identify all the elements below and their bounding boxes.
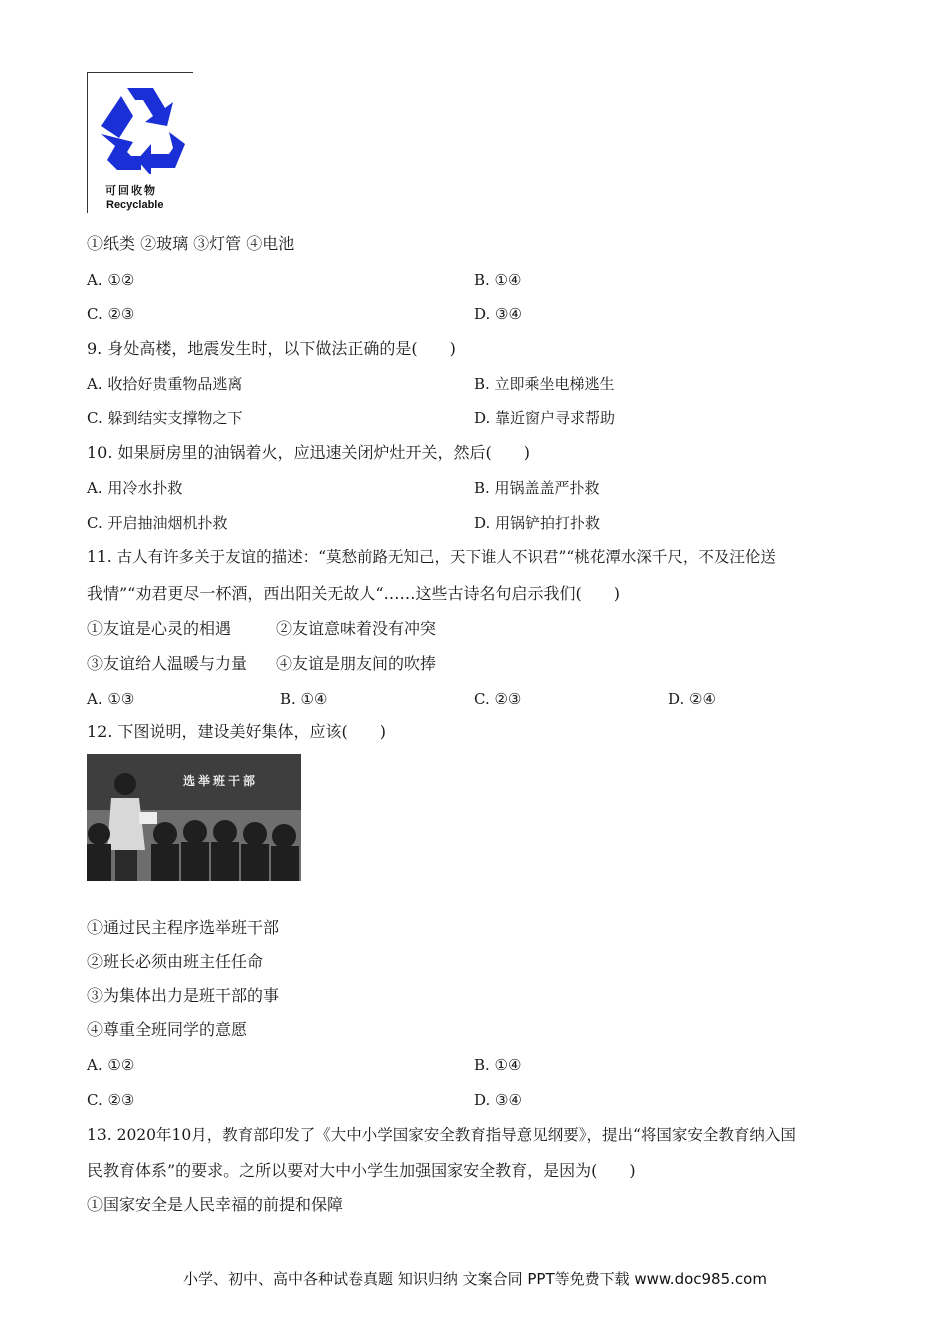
q12-stem: 12. 下图说明，建设美好集体，应该( ) xyxy=(87,722,387,741)
q11-option-d[interactable]: D. ②④ xyxy=(668,690,716,708)
q11-stem-line1: 11. 古人有许多关于友谊的描述：“莫愁前路无知己，天下谁人不识君”“桃花潭水深千尺，不及汪伦送 xyxy=(87,548,776,566)
q11-item-2: ②友谊意味着没有冲突 xyxy=(276,619,437,638)
q11-option-c[interactable]: C. ②③ xyxy=(474,690,522,708)
q11-item-3: ③友谊给人温暖与力量 xyxy=(87,654,248,673)
q13-stem-line2: 民教育体系”的要求。之所以要对大中小学生加强国家安全教育，是因为( ) xyxy=(87,1161,636,1180)
q10-stem: 10. 如果厨房里的油锅着火，应迅速关闭炉灶开关，然后( ) xyxy=(87,443,531,462)
q10-option-d[interactable]: D. 用锅铲拍打扑救 xyxy=(474,514,601,532)
class-election-photo xyxy=(87,754,301,881)
q9-stem: 9. 身处高楼，地震发生时，以下做法正确的是( ) xyxy=(87,339,456,358)
q12-option-c[interactable]: C. ②③ xyxy=(87,1091,135,1109)
q12-option-a[interactable]: A. ①② xyxy=(87,1056,135,1074)
recyclable-logo xyxy=(87,72,193,213)
recycle-icon xyxy=(97,82,187,174)
q12-item-4: ④尊重全班同学的意愿 xyxy=(87,1020,248,1039)
teacher-students-illustration xyxy=(87,754,301,881)
q13-stem-line1: 13. 2020年10月，教育部印发了《大中小学国家安全教育指导意见纲要》，提出“将国家安全教育纳入国 xyxy=(87,1126,796,1144)
q10-option-c[interactable]: C. 开启抽油烟机扑救 xyxy=(87,514,228,532)
logo-en-text: Recyclable xyxy=(106,199,164,211)
q10-option-a[interactable]: A. 用冷水扑救 xyxy=(87,479,183,497)
q8-option-c[interactable]: C. ②③ xyxy=(87,305,135,323)
q8-option-a[interactable]: A. ①② xyxy=(87,271,135,289)
q8-items: ①纸类 ②玻璃 ③灯管 ④电池 xyxy=(87,234,295,253)
q13-item-1: ①国家安全是人民幸福的前提和保障 xyxy=(87,1195,344,1214)
logo-frame-top xyxy=(87,72,193,73)
logo-cn-text: 可回收物 xyxy=(105,184,157,197)
q11-stem-line2: 我情”“劝君更尽一杯酒，西出阳关无故人“……这些古诗名句启示我们( ) xyxy=(87,584,621,603)
q10-option-b[interactable]: B. 用锅盖盖严扑救 xyxy=(474,479,600,497)
q12-item-1: ①通过民主程序选举班干部 xyxy=(87,918,280,937)
q11-option-a[interactable]: A. ①③ xyxy=(87,690,135,708)
blackboard-text: 选举班干部 xyxy=(183,774,259,788)
footer-text: 小学、初中、高中各种试卷真题 知识归纳 文案合同 PPT等免费下载 www.doc985.com xyxy=(183,1270,767,1288)
q9-option-a[interactable]: A. 收拾好贵重物品逃离 xyxy=(87,375,243,393)
q8-option-b[interactable]: B. ①④ xyxy=(474,271,522,289)
q11-item-4: ④友谊是朋友间的吹捧 xyxy=(276,654,437,673)
q12-option-d[interactable]: D. ③④ xyxy=(474,1091,522,1109)
q8-option-d[interactable]: D. ③④ xyxy=(474,305,522,323)
q9-option-b[interactable]: B. 立即乘坐电梯逃生 xyxy=(474,375,615,393)
logo-frame-left xyxy=(87,72,88,213)
q9-option-c[interactable]: C. 躲到结实支撑物之下 xyxy=(87,409,243,427)
q12-option-b[interactable]: B. ①④ xyxy=(474,1056,522,1074)
q12-item-3: ③为集体出力是班干部的事 xyxy=(87,986,280,1005)
q12-item-2: ②班长必须由班主任任命 xyxy=(87,952,264,971)
q9-option-d[interactable]: D. 靠近窗户寻求帮助 xyxy=(474,409,616,427)
q11-item-1: ①友谊是心灵的相遇 xyxy=(87,619,232,638)
q11-option-b[interactable]: B. ①④ xyxy=(280,690,328,708)
